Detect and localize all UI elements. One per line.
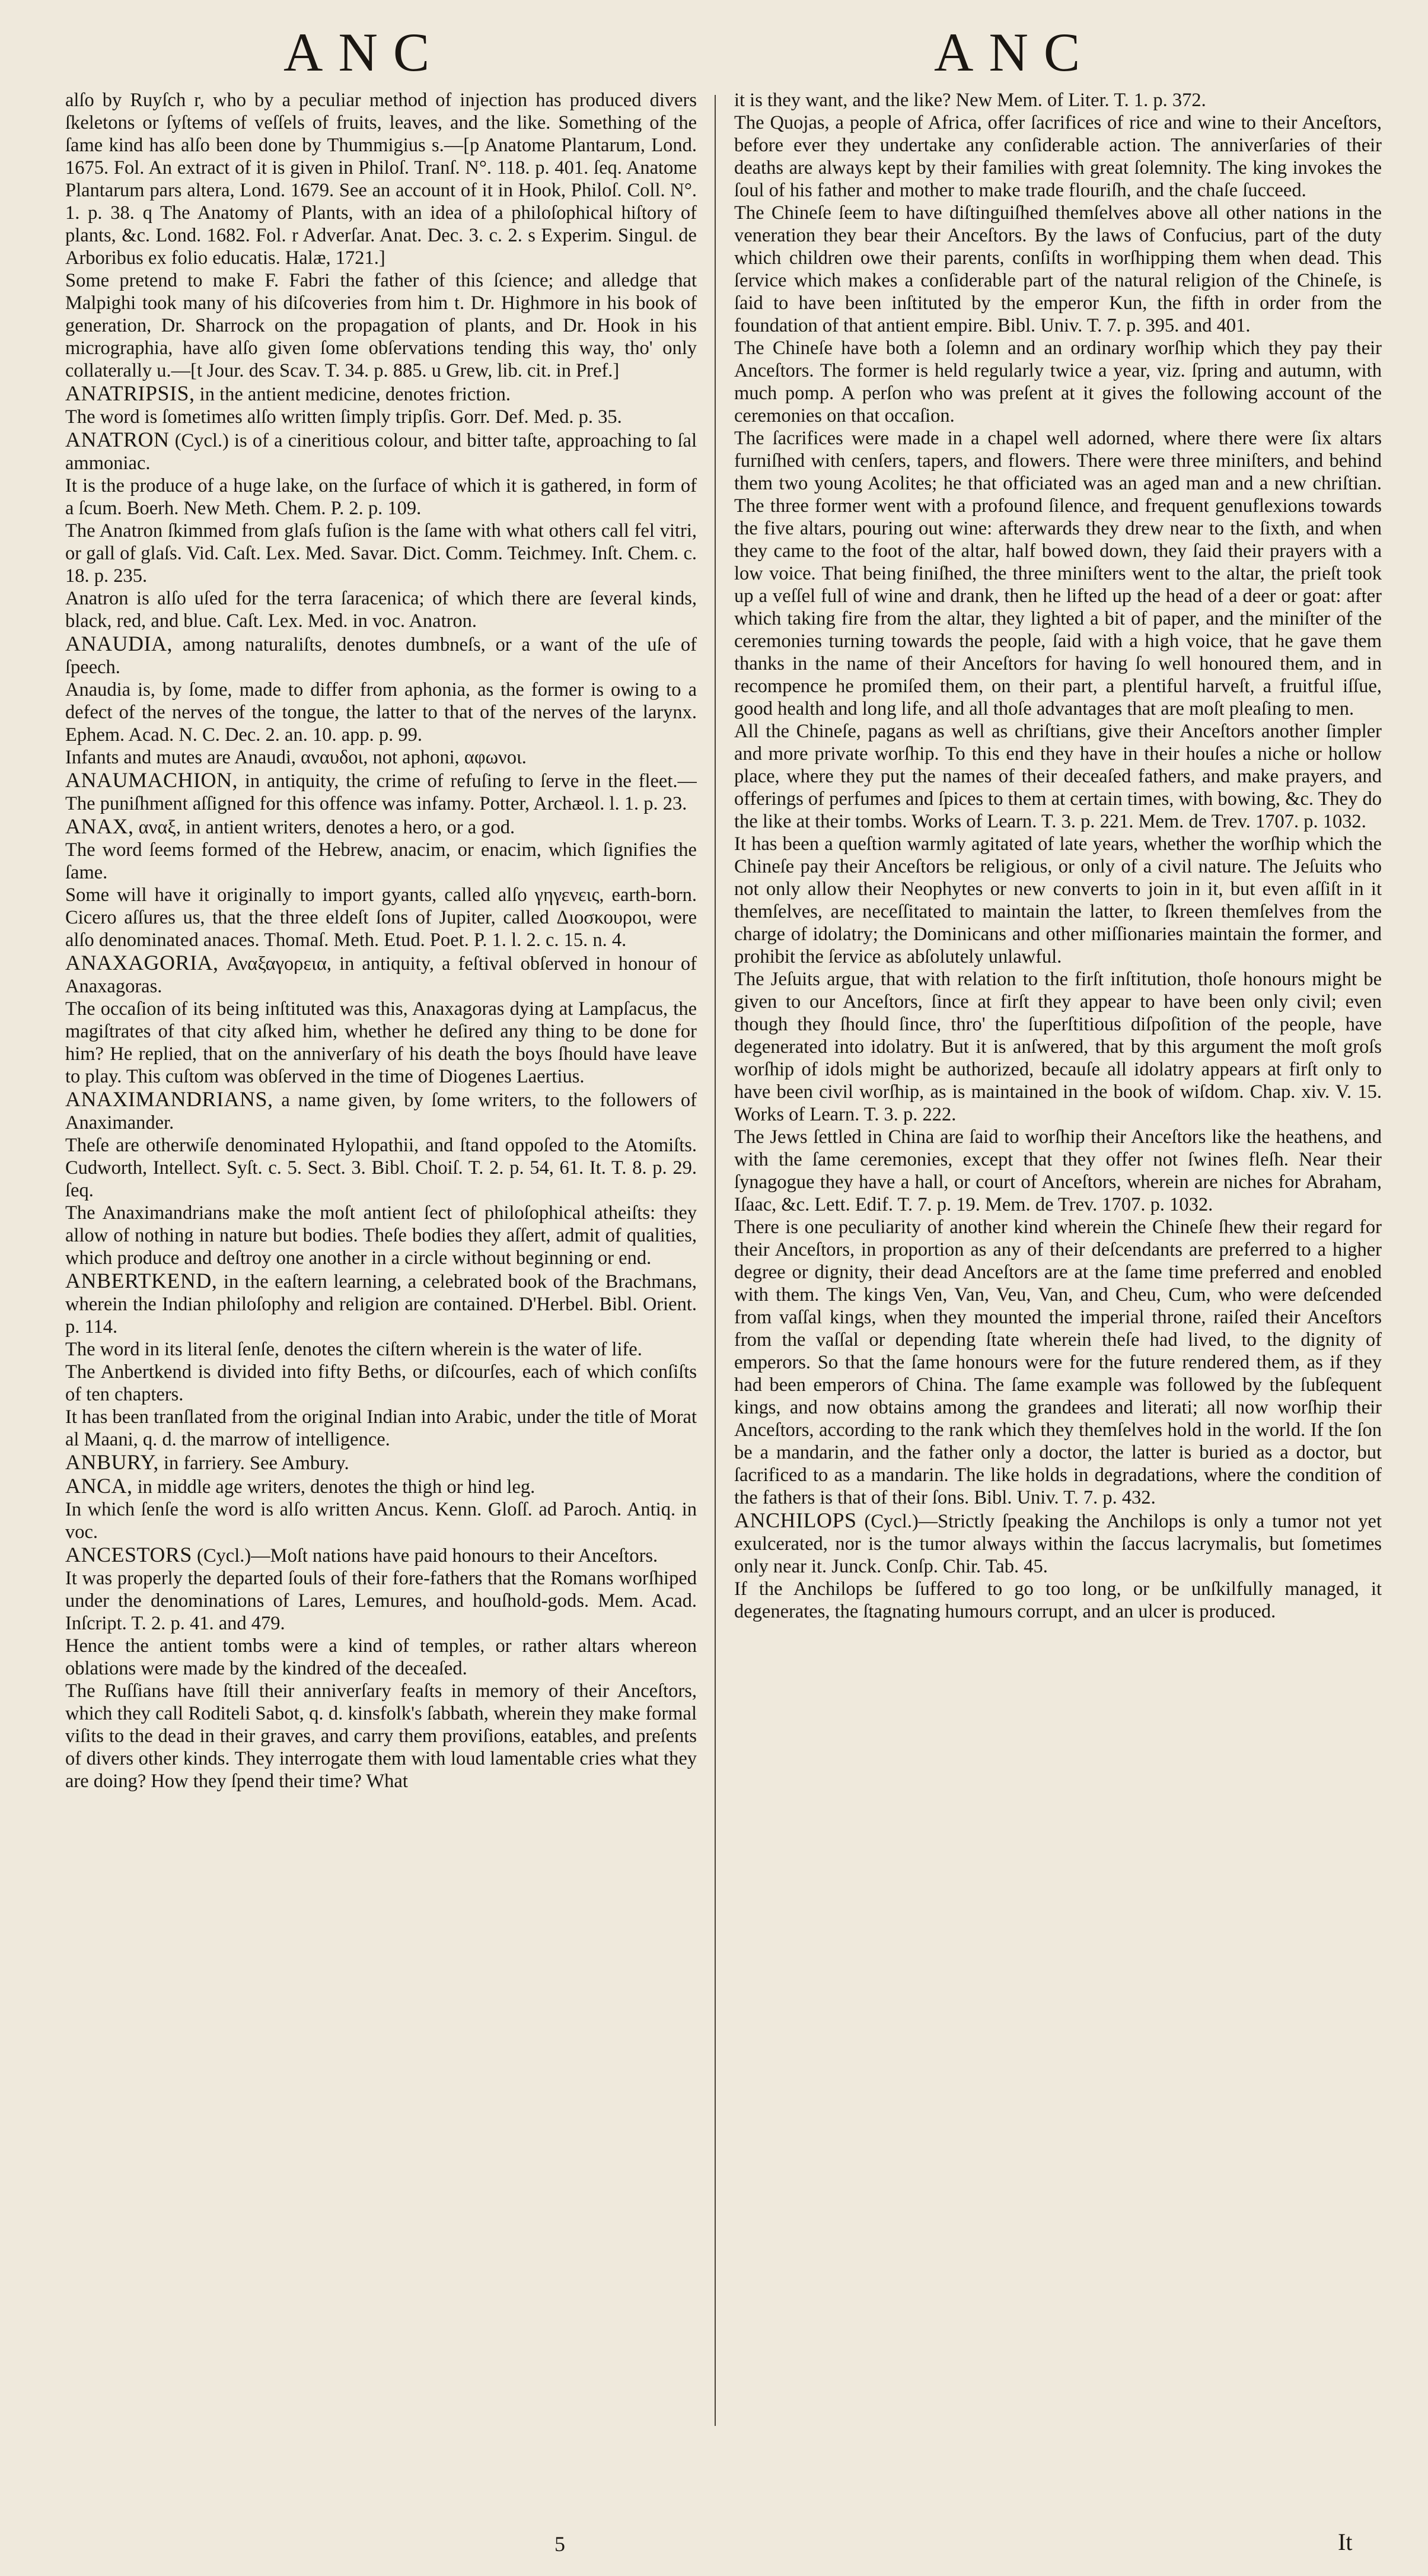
paragraph: The occaſion of its being inſtituted was this, Anaxagoras dying at Lampſacus, the magiſtrates of that city aſked him, whether he deſired any thing to be done for him? He replied, that on the anniverſary of his death the boys ſhould have leave to play. This cuſtom was obſerved in the time of Diogenes Laertius. bbox=[65, 998, 697, 1087]
entry-text: Αναξαγορεια, in antiquity, a feſtival obſerved in honour of Anaxagoras. bbox=[65, 953, 697, 997]
entry-text: in antiquity, the crime of refuſing to ſerve in the fleet.—The puniſhment aſſigned for this offence was infamy. Potter, Archæol. l. 1. p. 23. bbox=[65, 770, 697, 814]
paragraph: alſo by Ruyſch r, who by a peculiar method of injection has produced divers ſkeletons or ſyſtems of veſſels of fruits, leaves, and the like. Something of the ſame kind has alſo been done by Thummigius s.—[p Anatome Plantarum, Lond. 1675. Fol. An extract of it is given in Philoſ. Tranſ. N°. 118. p. 401. ſeq. Anatome Plantarum pars altera, Lond. 1679. See an account of it in Hook, Philoſ. Coll. N°. 1. p. 38. q The Anatomy of Plants, with an idea of a philoſophical hiſtory of plants, &c. Lond. 1682. Fol. r Adverſar. Anat. Dec. 3. c. 2. s Experim. Singul. de Arboribus ex folio educatis. Halæ, 1721.] bbox=[65, 90, 697, 269]
entry-headword: ANCESTORS bbox=[65, 1543, 192, 1566]
entry-text: (Cycl.) is of a cineritious colour, and bitter taſte, approaching to ſal ammoniac. bbox=[65, 430, 697, 474]
paragraph: Anaudia is, by ſome, made to differ from aphonia, as the former is owing to a defect of the nerves of the tongue, the latter to that of the nerves of the larynx. Ephem. Acad. N. C. Dec. 2. an. 10. app. p. 99. bbox=[65, 679, 697, 746]
entry-headword: ANCHILOPS bbox=[734, 1508, 857, 1532]
entry-text: in the antient medicine, denotes friction. bbox=[195, 384, 511, 405]
paragraph: There is one peculiarity of another kind wherein the Chineſe ſhew their regard for their Anceſtors, in proportion as any of their deſcendants are preferred to a higher degree or dignity, their dead Anceſtors are at the ſame time preferred and enobled with them. The kings Ven, Van, Veu, Van, and Cheu, Cum, who were deſcended from vaſſal kings, when they mounted the imperial throne, raiſed their Anceſtors from the vaſſal or depending ſtate wherein theſe had lived, to the dignity of emperors. So that the ſame honours were for the future rendered them, as if they had been emperors of China. The ſame example was followed by the ſubſequent kings, and now obtains among the grandees and literati; all now worſhip their Anceſtors, according to the rank which they themſelves hold in the world. If the ſon be a mandarin, and the father only a doctor, the latter is buried as a doctor, but ſacrificed to as a mandarin. The like holds in degradations, where the condition of the fathers is that of their ſons. Bibl. Univ. T. 7. p. 432. bbox=[734, 1217, 1382, 1508]
dictionary-entry bbox=[65, 632, 697, 679]
paragraph: Some pretend to make F. Fabri the father of this ſcience; and alledge that Malpighi took many of his diſcoveries from him t. Dr. Highmore in his book of generation, Dr. Sharrock on the propagation of plants, and Dr. Hook in his micrographia, have alſo given ſome obſervations tending this way, tho' only collaterally u.—[t Jour. des Scav. T. 34. p. 885. u Grew, lib. cit. in Pref.] bbox=[65, 270, 697, 381]
dictionary-entry bbox=[65, 951, 697, 998]
paragraph: The word is ſometimes alſo written ſimply tripſis. Gorr. Def. Med. p. 35. bbox=[65, 406, 622, 428]
dictionary-entry bbox=[65, 1269, 697, 1338]
entry-headword: ANAXAGORIA, bbox=[65, 951, 219, 975]
paragraph: The Ruſſians have ſtill their anniverſary feaſts in memory of their Anceſtors, which they call Roditeli Sabot, q. d. kinsfolk's ſabbath, wherein they make formal viſits to the dead in their graves, and carry them proviſions, eatables, and preſents of divers other kinds. They interrogate them with loud lamentable cries what they are doing? How they ſpend their time? What bbox=[65, 1680, 697, 1792]
entry-headword: ANATRIPSIS, bbox=[65, 381, 195, 405]
paragraph: Hence the antient tombs were a kind of temples, or rather altars whereon oblations were made by the kindred of the deceaſed. bbox=[65, 1635, 697, 1679]
entry-headword: ANAXIMANDRIANS, bbox=[65, 1087, 273, 1111]
entry-text: (Cycl.)—Moſt nations have paid honours to their Anceſtors. bbox=[192, 1545, 658, 1566]
paragraph: The Chineſe ſeem to have diſtinguiſhed themſelves above all other nations in the veneration they bear their Anceſtors. By the laws of Confucius, part of the duty which children owe their parents, conſiſts in worſhipping them when dead. This ſervice which makes a conſiderable part of the natural religion of the Chineſe, is ſaid to have been inſtituted by the emperor Kun, the fifth in order from the foundation of that antient empire. Bibl. Univ. T. 7. p. 395. and 401. bbox=[734, 202, 1382, 336]
paragraph: If the Anchilops be ſuffered to go too long, or be unſkilfully managed, it degenerates, the ſtagnating humours corrupt, and an ulcer is produced. bbox=[734, 1578, 1382, 1622]
entry-headword: ANBURY, bbox=[65, 1450, 159, 1474]
entry-headword: ANBERTKEND, bbox=[65, 1269, 218, 1292]
paragraph: The Chineſe have both a ſolemn and an ordinary worſhip which they pay their Anceſtors. The former is held regularly twice a year, viz. ſpring and autumn, with much pomp. A perſon who was preſent at it gives the following account of the ceremonies on that occaſion. bbox=[734, 337, 1382, 426]
dictionary-entry bbox=[65, 382, 697, 406]
entry-text: in farriery. See Ambury. bbox=[158, 1453, 349, 1474]
paragraph: The word ſeems formed of the Hebrew, anacim, or enacim, which ſignifies the ſame. bbox=[65, 839, 697, 883]
dictionary-entry bbox=[65, 1088, 697, 1134]
entry-headword: ANATRON bbox=[65, 428, 170, 451]
catchword: It bbox=[1338, 2529, 1353, 2555]
paragraph: Some will have it originally to import gyants, called alſo γηγενεις, earth-born. Cicero aſſures us, that the three eldeſt ſons of Jupiter, called Διοσκουροι, were alſo denominated anaces. Thomaſ. Meth. Etud. Poet. P. 1. l. 2. c. 15. n. 4. bbox=[65, 884, 697, 951]
paragraph: It has been a queſtion warmly agitated of late years, whether the worſhip which the Chineſe pay their Anceſtors be religious, or only of a civil nature. The Jeſuits who not only allow their Neophytes or new converts to join in it, but even aſſiſt in it themſelves, are neceſſitated to maintain the latter, to ſkreen themſelves from the charge of idolatry; the Dominicans and other miſſionaries maintain the former, and prohibit the ſervice as abſolutely unlawful. bbox=[734, 833, 1382, 967]
paragraph: Anatron is alſo uſed for the terra ſaracenica; of which there are ſeveral kinds, black, red, and blue. Caſt. Lex. Med. in voc. Anatron. bbox=[65, 588, 697, 632]
right-column bbox=[734, 89, 1382, 2485]
entry-headword: ANCA, bbox=[65, 1474, 133, 1498]
dictionary-entry bbox=[65, 428, 697, 475]
entry-text: (Cycl.)—Strictly ſpeaking the Anchilops is only a tumor not yet exulcerated, nor is the tumor always within the ſaccus lacrymalis, but ſometimes only near it. Junck. Conſp. Chir. Tab. 45. bbox=[734, 1511, 1382, 1577]
paragraph: It is the produce of a huge lake, on the ſurface of which it is gathered, in form of a ſcum. Boerh. New Meth. Chem. P. 2. p. 109. bbox=[65, 475, 697, 519]
entry-headword: ANAUDIA, bbox=[65, 632, 173, 655]
paragraph: The Jeſuits argue, that with relation to the firſt inſtitution, thoſe honours might be given to our Anceſtors, ſince at firſt they appear to have been only civil; even though they ſhould ſince, thro' the ſuperſtitious diſpoſition of the people, have degenerated into idolatry. But it is anſwered, that by this argument the moſt groſs worſhip of idols might be authorized, becauſe all idolatry appears at firſt only to have been civil worſhip, as is maintained in the book of wiſdom. Chap. xiv. V. 15. Works of Learn. T. 3. p. 222. bbox=[734, 969, 1382, 1125]
page-number: 5 bbox=[554, 2532, 565, 2556]
paragraph: The Anbertkend is divided into fifty Beths, or diſcourſes, each of which conſiſts of ten chapters. bbox=[65, 1361, 697, 1405]
paragraph: The ſacrifices were made in a chapel well adorned, where there were ſix altars furniſhed with cenſers, tapers, and flowers. There were three miniſters, and behind them two young Acolites; he that officiated was an aged man and a new chriſtian. The three former went with a profound ſilence, and frequent genuflexions towards the five altars, pouring out wine: afterwards they drew near to the ſixth, and when they came to the foot of the altar, half bowed down, they ſaid their prayers with a low voice. That being finiſhed, the three miniſters went to the altar, the prieſt took up a veſſel full of wine and drank, then he lifted up the head of a deer or goat: after which taking fire from the altar, they lighted a bit of paper, and the miniſter of the ceremonies turning towards the people, ſaid with a high voice, that he gave them thanks in the name of their Anceſtors for having ſo well honoured them, and in recompence he promiſed them, on their part, a plentiful harveſt, a fruitful iſſue, good health and long life, and all thoſe advantages that are moſt pleaſing to men. bbox=[734, 428, 1382, 719]
dictionary-entry bbox=[65, 1543, 697, 1567]
entry-text: in middle age writers, denotes the thigh or hind leg. bbox=[132, 1476, 536, 1498]
paragraph: The Anatron ſkimmed from glaſs fuſion is the ſame with what others call fel vitri, or gall of glaſs. Vid. Caſt. Lex. Med. Savar. Dict. Comm. Teichmey. Inſt. Chem. c. 18. p. 235. bbox=[65, 520, 697, 587]
entry-text: among naturaliſts, denotes dumbneſs, or a want of the uſe of ſpeech. bbox=[65, 634, 697, 678]
dictionary-entry bbox=[65, 1451, 697, 1475]
paragraph: The Jews ſettled in China are ſaid to worſhip their Anceſtors like the heathens, and with the ſame ceremonies, except that they offer not ſwines fleſh. Near their ſynagogue they have a hall, or court of Anceſtors, wherein are niches for Abraham, Iſaac, &c. Lett. Edif. T. 7. p. 19. Mem. de Trev. 1707. p. 1032. bbox=[734, 1126, 1382, 1215]
running-head-left: ANC bbox=[283, 22, 445, 82]
paragraph: The Anaximandrians make the moſt antient ſect of philoſophical atheiſts: they allow of nothing in nature but bodies. Theſe bodies they aſſert, admit of qualities, which produce and deſtroy one another in a circle without beginning or end. bbox=[65, 1202, 697, 1269]
dictionary-entry bbox=[734, 1509, 1382, 1578]
paragraph: The word in its literal ſenſe, denotes the ciſtern wherein is the water of life. bbox=[65, 1339, 642, 1360]
paragraph: The Quojas, a people of Africa, offer ſacrifices of rice and wine to their Anceſtors, before ever they undertake any conſiderable action. The anniverſaries of their deaths are always kept by their families with great ſolemnity. The king invokes the ſoul of his father and mother to make trade flouriſh, and the chaſe ſucceed. bbox=[734, 112, 1382, 201]
paragraph: In which ſenſe the word is alſo written Ancus. Kenn. Gloſſ. ad Paroch. Antiq. in voc. bbox=[65, 1499, 697, 1543]
paragraph: All the Chineſe, pagans as well as chriſtians, give their Anceſtors another ſimpler and more private worſhip. To this end they have in their houſes a niche or hollow place, where they put the names of their deceaſed fathers, and make prayers, and offerings of perfumes and ſpices to them at certain times, with bowing, &c. They do the like at their tombs. Works of Learn. T. 3. p. 221. Mem. de Trev. 1707. p. 1032. bbox=[734, 721, 1382, 832]
entry-text: in the eaſtern learning, a celebrated book of the Brachmans, wherein the Indian philoſophy and religion are contained. D'Herbel. Bibl. Orient. p. 114. bbox=[65, 1271, 697, 1338]
column-divider bbox=[715, 95, 716, 2426]
entry-text: a name given, by ſome writers, to the followers of Anaximander. bbox=[65, 1090, 697, 1133]
paragraph: It has been tranſlated from the original Indian into Arabic, under the title of Morat al Maani, q. d. the marrow of intelligence. bbox=[65, 1406, 697, 1450]
dictionary-entry bbox=[65, 815, 697, 839]
dictionary-entry bbox=[65, 769, 697, 815]
paragraph: Infants and mutes are Anaudi, αναυδοι, not aphoni, αφωνοι. bbox=[65, 747, 527, 768]
running-head-right: ANC bbox=[934, 22, 1096, 82]
entry-text: αναξ, in antient writers, denotes a hero, or a god. bbox=[133, 817, 515, 838]
entry-headword: ANAUMACHION, bbox=[65, 768, 238, 792]
paragraph: it is they want, and the like? New Mem. of Liter. T. 1. p. 372. bbox=[734, 90, 1206, 111]
entry-headword: ANAX, bbox=[65, 814, 134, 838]
dictionary-entry bbox=[65, 1475, 697, 1498]
paragraph: It was properly the departed ſouls of their fore-fathers that the Romans worſhiped under the denominations of Lares, Lemures, and houſhold-gods. Mem. Acad. Inſcript. T. 2. p. 41. and 479. bbox=[65, 1568, 697, 1634]
paragraph: Theſe are otherwiſe denominated Hylopathii, and ſtand oppoſed to the Atomiſts. Cudworth, Intellect. Syſt. c. 5. Sect. 3. Bibl. Choiſ. T. 2. p. 54, 61. It. T. 8. p. 29. ſeq. bbox=[65, 1135, 697, 1201]
left-column bbox=[65, 89, 697, 2485]
